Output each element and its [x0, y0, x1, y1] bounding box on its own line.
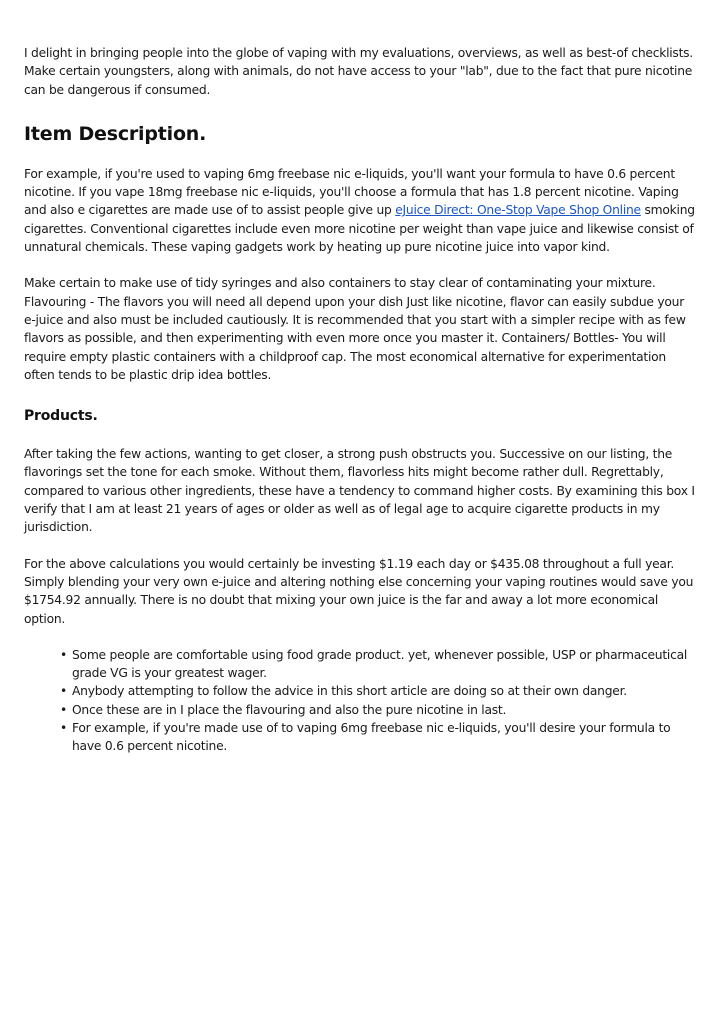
bullet-icon: • — [60, 702, 68, 717]
list-item-text: Anybody attempting to follow the advice in this short article are doing so at their own danger. — [72, 684, 627, 699]
products-paragraph-1: After taking the few actions, wanting to get closer, a strong push obstructs you. Successive on our listing, the flavorings set the tone for each smoke. Without them, flavorless hits might become rather dull. Regrettably, compared to various other ingredients, these have a tendency to command higher costs. By examining this box I verify that I am at least 21 years of ages or older as well as of legal age to acquire cigarette products in my jurisdiction. — [24, 447, 695, 535]
products-heading: Products. — [24, 408, 98, 425]
bullet-list — [24, 646, 698, 756]
paragraph-text-after-link: smoking cigarettes. Conventional cigarettes include even more nicotine per weight than vape juice and likewise consist of unnatural chemicals. These vaping gadgets work by heating up pure nicotine juice into vapor kind. — [24, 203, 695, 255]
list-item — [60, 719, 698, 756]
list-item-text: Some people are comfortable using food grade product. yet, whenever possible, USP or pharmaceutical grade VG is your greatest wager. — [72, 647, 688, 681]
list-item — [60, 701, 698, 719]
article-body — [24, 44, 698, 756]
bullet-icon: • — [60, 721, 68, 736]
bullet-icon: • — [60, 684, 68, 699]
item-description-paragraph-1 — [24, 165, 698, 256]
products-paragraph-2: For the above calculations you would certainly be investing $1.19 each day or $435.08 throughout a full year. Simply blending your very own e-juice and altering nothing else concerning your vaping routines would save you $1754.92 annually. There is no doubt that mixing your own juice is the far and away a lot more economical option. — [24, 556, 694, 626]
intro-paragraph: I delight in bringing people into the globe of vaping with my evaluations, overviews, as well as best-of checklists. Make certain youngsters, along with animals, do not have access to your "lab", due to the fact that pure nicotine can be dangerous if consumed. — [24, 46, 693, 97]
list-item-text: Once these are in I place the flavouring and also the pure nicotine in last. — [72, 702, 507, 717]
item-description-heading: Item Description. — [24, 122, 207, 145]
item-description-paragraph-2: Make certain to make use of tidy syringes and also containers to stay clear of contaminating your mixture. Flavouring - The flavors you will need all depend upon your dish Just like nicotine, flavor can easily subdue your e-juice and also must be included cautiously. It is recommended that you start with a simpler recipe with as few flavors as possible, and then experimenting with even more once you master it. Containers/ Bottles- You will require empty plastic containers with a childproof cap. The most economical alternative for experimentation often tends to be plastic drip idea bottles. — [24, 276, 686, 382]
list-item-text: For example, if you're made use of to vaping 6mg freebase nic e-liquids, you'll desire your formula to have 0.6 percent nicotine. — [72, 721, 671, 754]
paragraph-text-before-link: For example, if you're used to vaping 6mg freebase nic e-liquids, you'll want your formula to have 0.6 percent nicotine. If you vape 18mg freebase nic e-liquids, you'll choose a formula that has 1.8 percent nicotine. Vaping and also e cigarettes are made use of to assist people give up — [24, 166, 679, 218]
list-item — [60, 682, 698, 700]
bullet-icon: • — [60, 647, 68, 662]
ejuice-direct-link[interactable]: eJuice Direct: One-Stop Vape Shop Online — [395, 203, 641, 218]
list-item — [60, 646, 698, 683]
